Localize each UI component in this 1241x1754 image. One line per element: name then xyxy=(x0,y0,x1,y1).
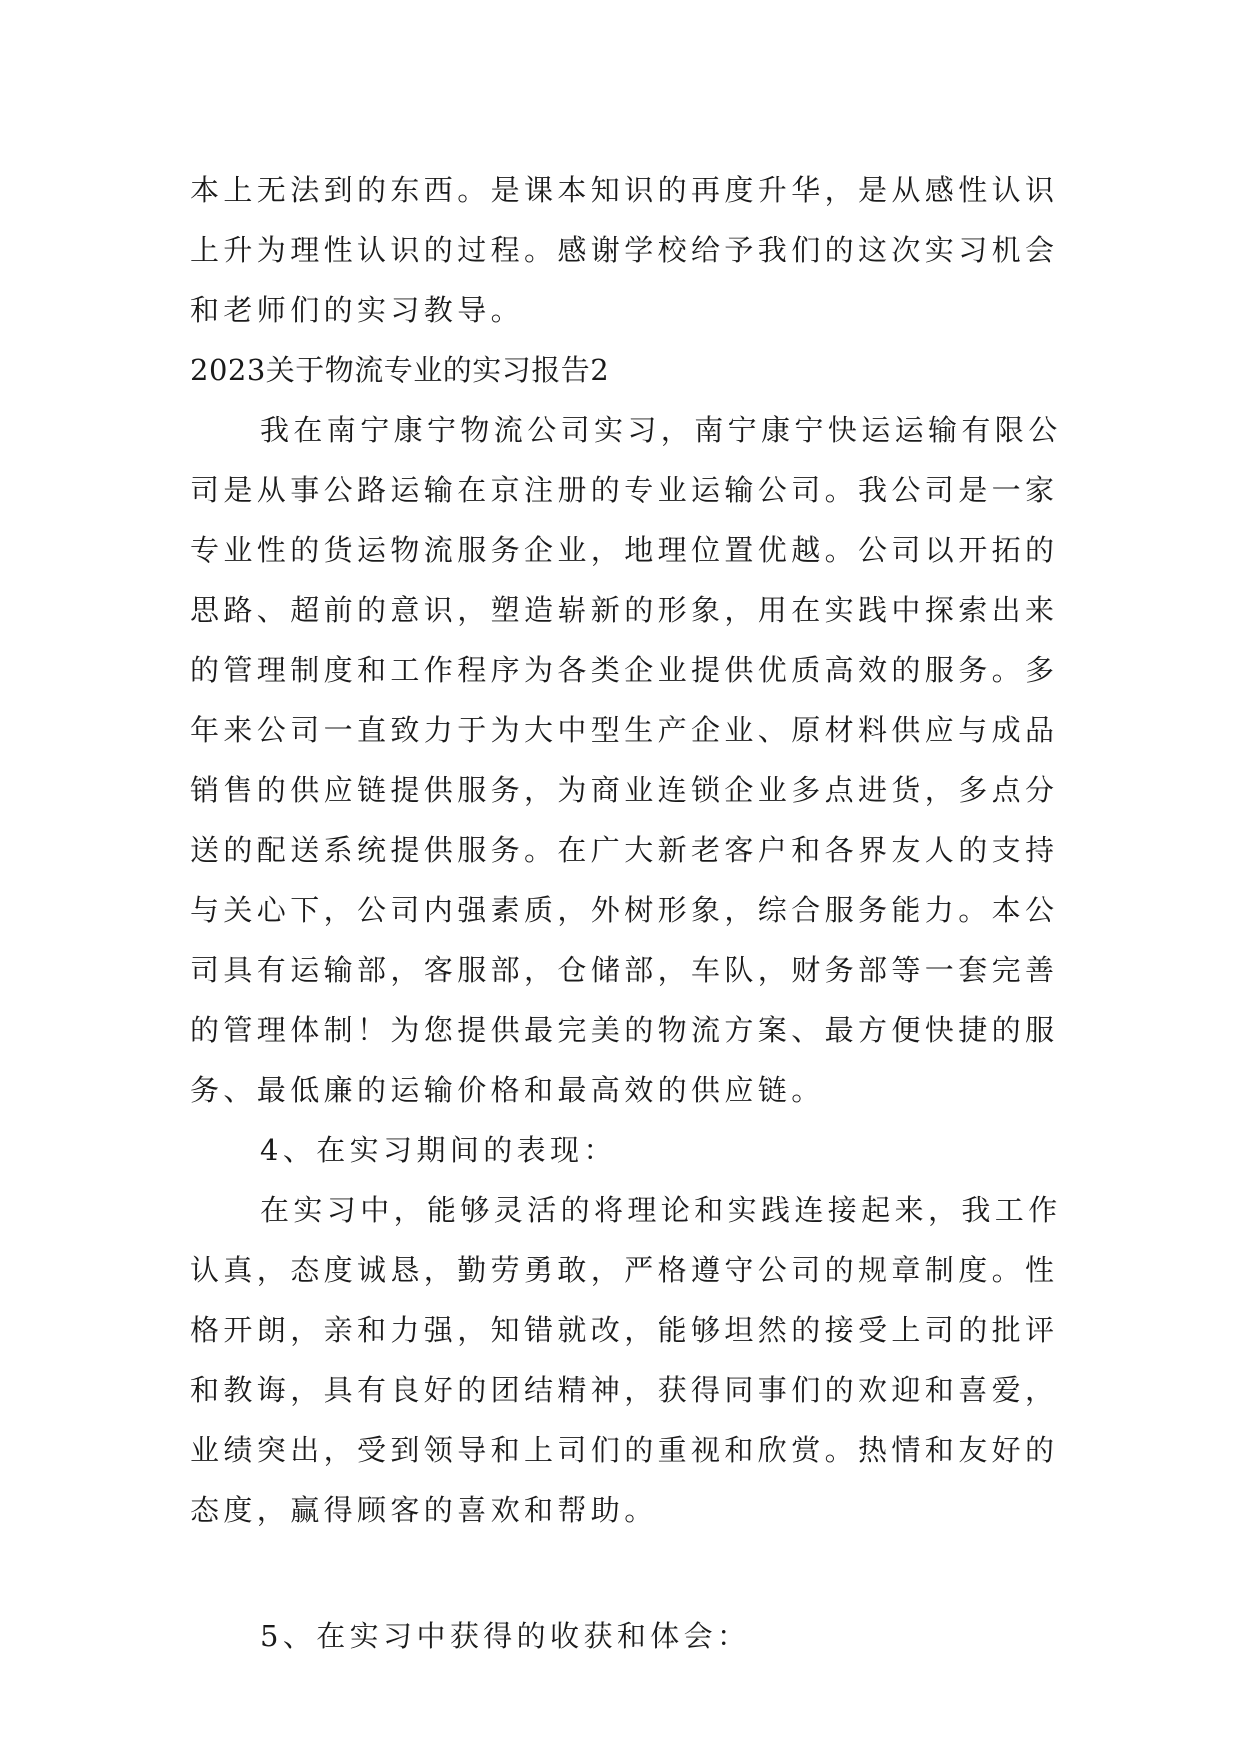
text-line: 业绩突出，受到领导和上司们的重视和欣赏。热情和友好的 xyxy=(190,1433,1059,1467)
text-line: 销售的供应链提供服务，为商业连锁企业多点进货，多点分 xyxy=(190,773,1059,807)
text-line: 年来公司一直致力于为大中型生产企业、原材料供应与成品 xyxy=(190,713,1059,747)
paragraph-continuation xyxy=(190,160,1060,340)
item-4-heading: 4、在实习期间的表现： xyxy=(260,1133,617,1167)
text-line: 专业性的货运物流服务企业，地理位置优越。公司以开拓的 xyxy=(190,533,1059,567)
text-line: 与关心下，公司内强素质，外树形象，综合服务能力。本公 xyxy=(190,893,1059,927)
section-heading: 2023关于物流专业的实习报告2 xyxy=(190,353,610,387)
text-line: 思路、超前的意识，塑造崭新的形象，用在实践中探索出来 xyxy=(190,593,1059,627)
text-line: 务、最低廉的运输价格和最高效的供应链。 xyxy=(190,1073,825,1107)
text-line: 和教诲，具有良好的团结精神，获得同事们的欢迎和喜爱， xyxy=(190,1373,1059,1407)
document-body xyxy=(190,160,1060,1666)
text-line: 认真，态度诚恳，勤劳勇敢，严格遵守公司的规章制度。性 xyxy=(190,1253,1059,1287)
text-line: 司具有运输部，客服部，仓储部，车队，财务部等一套完善 xyxy=(190,953,1059,987)
paragraph-performance xyxy=(190,1180,1060,1540)
text-line: 上升为理性认识的过程。感谢学校给予我们的这次实习机会 xyxy=(190,233,1059,267)
text-line: 的管理制度和工作程序为各类企业提供优质高效的服务。多 xyxy=(190,653,1059,687)
text-line: 和老师们的实习教导。 xyxy=(190,293,525,327)
item-5-heading: 5、在实习中获得的收获和体会： xyxy=(260,1619,751,1653)
text-line: 格开朗，亲和力强，知错就改，能够坦然的接受上司的批评 xyxy=(190,1313,1059,1347)
text-line: 态度，赢得顾客的喜欢和帮助。 xyxy=(190,1493,658,1527)
text-line: 我在南宁康宁物流公司实习，南宁康宁快运运输有限公 xyxy=(260,413,1062,447)
text-line: 本上无法到的东西。是课本知识的再度升华，是从感性认识 xyxy=(190,173,1059,207)
text-line: 的管理体制！为您提供最完美的物流方案、最方便快捷的服 xyxy=(190,1013,1059,1047)
text-line: 司是从事公路运输在京注册的专业运输公司。我公司是一家 xyxy=(190,473,1059,507)
paragraph-company-intro xyxy=(190,400,1060,1120)
text-line: 在实习中，能够灵活的将理论和实践连接起来，我工作 xyxy=(260,1193,1062,1227)
text-line: 送的配送系统提供服务。在广大新老客户和各界友人的支持 xyxy=(190,833,1059,867)
paragraph-spacing xyxy=(190,1540,1060,1606)
